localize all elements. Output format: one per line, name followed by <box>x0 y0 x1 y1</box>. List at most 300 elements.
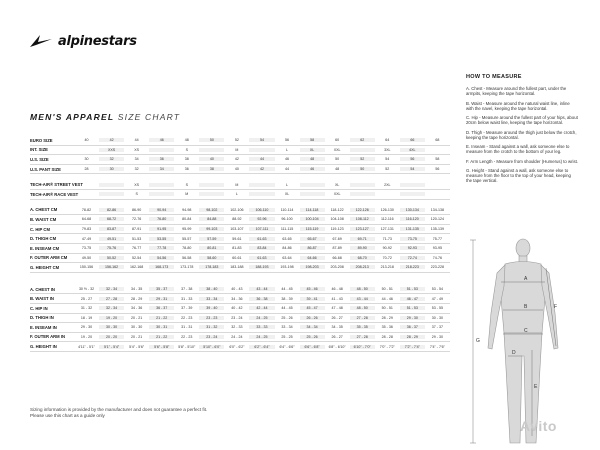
table-cell: S <box>185 147 188 152</box>
table-cell: 52 <box>234 138 239 143</box>
table-row <box>30 285 450 295</box>
table-cell: 87-91 <box>132 227 142 232</box>
table-cell: 7'2" - 7'4" <box>400 345 425 349</box>
row-label: C. HIP IN <box>30 305 48 311</box>
table-cell: 18 - 19 <box>80 315 93 320</box>
table-cell: 28 - 29 <box>381 315 393 320</box>
table-cell: 33 - 34 <box>199 297 224 301</box>
table-cell: 51 - 53 <box>400 287 425 291</box>
table-cell: 55-57 <box>182 236 192 241</box>
table-cell <box>74 148 99 152</box>
table-cell: 116-120 <box>400 217 425 221</box>
table-cell: 40 - 42 <box>231 306 243 311</box>
table-cell: 84-86 <box>282 246 292 251</box>
table-cell: 34 - 36 <box>131 306 143 311</box>
table-cell: 58 <box>300 138 325 142</box>
table-cell: 130-134 <box>400 208 425 212</box>
row-label: F. OUTER ARM CM <box>30 255 68 261</box>
row-label: D. THIGH CM <box>30 236 57 242</box>
table-cell: 193-198 <box>280 265 294 270</box>
table-row <box>30 254 450 264</box>
table-cell: 83-87 <box>99 227 124 231</box>
table-cell: 53 - 55 <box>431 306 443 311</box>
row-label: A. CHEST IN <box>30 286 55 292</box>
table-cell: 54 <box>249 138 274 142</box>
table-cell: 22 - 23 <box>181 315 193 320</box>
table-cell: 30 <box>84 157 89 162</box>
table-cell: 93-95 <box>432 246 442 251</box>
table-cell: 156-162 <box>99 265 124 269</box>
measure-item-inseam: E. Inseam - Stand against a wall, ask someone else to measure from the crotch to the bottom of your leg. <box>466 144 570 154</box>
table-cell: 68 <box>435 138 440 143</box>
table-cell: 96-100 <box>281 217 293 222</box>
watermark: Avito <box>520 418 557 434</box>
table-cell: 42 <box>249 167 274 171</box>
table-cell: 68-70 <box>350 256 375 260</box>
table-cell: 50 <box>335 157 340 162</box>
table-cell: 44 <box>249 157 274 161</box>
table-cell: 73-75 <box>81 246 92 251</box>
table-cell: 23 - 24 <box>231 315 243 320</box>
brand-logo <box>28 33 137 49</box>
table-cell <box>99 192 124 196</box>
table-cell: 58-60 <box>199 256 224 260</box>
row-label: E. INSEAM CM <box>30 245 60 251</box>
table-cell: XS <box>134 147 140 152</box>
figure-label-e: E <box>534 384 538 390</box>
table-cell: 75-76 <box>99 246 124 250</box>
table-cell: 47-49 <box>81 236 92 241</box>
measure-item-chest: A. Chest - Measure around the fullest part, under the armpits, keeping the tape horizontal. <box>466 86 567 96</box>
table-cell: 92-96 <box>249 217 274 221</box>
table-cell: 50 <box>350 167 375 171</box>
table-cell: 25 - 25 <box>281 334 293 339</box>
table-cell: 30 - 31 <box>149 325 174 329</box>
table-cell: 19 - 20 <box>99 316 124 320</box>
table-cell: 6'6" - 6'8" <box>300 345 325 349</box>
table-cell: 35 - 35 <box>350 325 375 329</box>
table-cell: 29 - 30 <box>80 325 93 330</box>
table-cell: XL <box>334 182 340 187</box>
table-cell: 98-102 <box>199 208 224 212</box>
table-cell: 48 <box>300 157 325 161</box>
table-row <box>30 234 450 244</box>
table-cell: 90-94 <box>149 208 174 212</box>
table-cell: 183-188 <box>230 265 244 270</box>
table-cell: 30 <box>99 167 124 171</box>
figure-label-d: D <box>512 350 516 356</box>
table-cell: 95-99 <box>182 227 192 232</box>
table-cell: 120-124 <box>430 217 444 222</box>
table-cell: 23 - 23 <box>199 316 224 320</box>
table-cell: 42 <box>99 138 124 142</box>
table-cell: 4XL <box>400 148 425 152</box>
table-cell: 77-78 <box>149 246 174 250</box>
table-cell: 122-126 <box>350 208 375 212</box>
table-cell: 32 <box>99 157 124 161</box>
table-cell: 47 - 48 <box>331 306 343 311</box>
table-cell: 45 - 47 <box>300 306 325 310</box>
table-cell: 64 <box>385 138 390 143</box>
table-cell: 44 <box>285 167 290 172</box>
table-cell: 31 - 31 <box>181 325 193 330</box>
table-cell: 111-115 <box>280 227 294 232</box>
table-cell: M <box>235 147 239 152</box>
table-cell: 76-77 <box>132 246 142 251</box>
table-cell: 34 <box>134 157 139 162</box>
table-cell: 37 - 38 <box>181 287 193 292</box>
table-cell: 56 <box>435 167 440 172</box>
table-cell: 94-98 <box>182 207 192 212</box>
table-cell: 126-130 <box>380 207 394 212</box>
table-cell: 38 - 40 <box>199 287 224 291</box>
page-title <box>30 112 180 122</box>
table-row <box>30 314 450 324</box>
table-cell: 46 <box>300 167 325 171</box>
table-cell: 223-228 <box>430 265 444 270</box>
table-cell: 29 - 30 <box>400 316 425 320</box>
table-cell: 119-123 <box>330 227 344 232</box>
table-cell <box>149 148 174 152</box>
table-row <box>30 342 450 352</box>
row-label: EURO SIZE <box>30 137 53 143</box>
table-cell: 63-64 <box>282 255 292 260</box>
table-cell: 69-71 <box>350 237 375 241</box>
how-to-measure-panel <box>466 74 578 188</box>
table-cell: 34 - 35 <box>131 287 143 292</box>
table-cell: 51-53 <box>132 236 142 241</box>
table-row <box>30 146 450 156</box>
table-cell <box>300 183 325 187</box>
row-label: TECH-AIR® STREET VEST <box>30 182 83 188</box>
table-cell: 66-68 <box>332 255 342 260</box>
row-label: E. INSEAM IN <box>30 324 57 330</box>
table-cell: 50-52 <box>99 256 124 260</box>
table-cell: 24 - 25 <box>249 335 274 339</box>
table-cell: 58 <box>435 157 440 162</box>
table-cell: 50 - 51 <box>381 287 393 292</box>
table-cell: 20 - 21 <box>131 315 143 320</box>
table-cell: 30 - 30 <box>99 325 124 329</box>
table-cell <box>249 192 274 196</box>
row-label: TECH-AIR® RACE VEST <box>30 191 79 197</box>
table-cell: 56-58 <box>182 255 192 260</box>
table-cell: 112-116 <box>380 217 394 222</box>
table-cell: 110-114 <box>280 207 294 212</box>
table-cell <box>425 183 450 187</box>
table-cell <box>350 183 375 187</box>
table-cell: 44 - 45 <box>281 306 293 311</box>
table-cell: 86-87 <box>300 246 325 250</box>
table-cell: 36 - 37 <box>149 306 174 310</box>
table-cell: 40 - 43 <box>231 287 243 292</box>
table-cell: 83-84 <box>249 246 274 250</box>
disclaimer <box>30 407 207 419</box>
disclaimer-line-1: Sizing information is provided by the manufacturer and does not guarantee a perfect fit. <box>30 407 208 412</box>
table-cell: 47 - 49 <box>431 296 443 301</box>
table-cell: 37 - 37 <box>431 325 443 330</box>
alpinestars-star-icon <box>28 33 54 49</box>
measure-item-hip: C. Hip - Measure around the fullest part of your hips, about 20cm below waist line, keeping the tape horizontal. <box>466 115 578 125</box>
row-label: G. HEIGHT IN <box>30 344 57 350</box>
table-cell: 123-127 <box>350 227 375 231</box>
table-row <box>30 215 450 225</box>
table-cell: 82-86 <box>99 208 124 212</box>
table-cell: 61-63 <box>249 237 274 241</box>
table-cell: 32 - 34 <box>99 306 124 310</box>
table-cell: 62 <box>350 138 375 142</box>
table-cell: S <box>135 192 138 197</box>
table-cell: 64-68 <box>81 217 92 222</box>
table-cell <box>300 192 325 196</box>
table-cell: XXL <box>333 192 341 197</box>
table-cell: 114-118 <box>300 208 325 212</box>
table-cell: 43 - 44 <box>350 297 375 301</box>
table-cell: 60-61 <box>232 255 242 260</box>
table-row <box>30 244 450 254</box>
table-cell: 35 - 36 <box>381 325 393 330</box>
table-cell: 134-138 <box>430 207 444 212</box>
table-cell: 49-51 <box>99 237 124 241</box>
table-cell: 31 - 32 <box>80 306 93 311</box>
table-cell: 41 - 43 <box>331 296 343 301</box>
table-cell: 24 - 25 <box>249 316 274 320</box>
table-cell: 54 <box>385 157 390 162</box>
table-cell: L <box>286 182 289 187</box>
table-row <box>30 136 450 146</box>
table-cell: 90-92 <box>382 246 392 251</box>
table-cell: 127-131 <box>380 227 394 232</box>
table-cell: 25 - 27 <box>80 296 93 301</box>
table-cell: 188-193 <box>249 265 274 269</box>
table-cell: 107-111 <box>249 227 274 231</box>
table-cell: 63-65 <box>282 236 292 241</box>
table-cell: 34 <box>149 167 174 171</box>
measure-item-thigh: D. Thigh - Measure around the thigh just below the crotch, keeping the tape horizontal. <box>466 129 577 140</box>
table-cell: 106-110 <box>249 208 274 212</box>
table-cell: 25 - 26 <box>300 335 325 339</box>
table-row <box>30 190 450 200</box>
measure-item-arm: F. Arm Length - Measure from shoulder (Humerus) to wrist. <box>466 158 578 164</box>
figure-label-g: G <box>476 338 480 344</box>
table-cell: 38 - 39 <box>281 296 293 301</box>
table-row <box>30 165 450 175</box>
table-cell: 72-76 <box>132 217 142 222</box>
title-light: SIZE CHART <box>117 112 181 122</box>
table-cell: 48 <box>184 138 189 143</box>
table-cell: 27 - 28 <box>99 297 124 301</box>
table-cell <box>99 183 124 187</box>
table-row <box>30 294 450 304</box>
table-cell: 84-88 <box>199 217 224 221</box>
table-cell: 218-223 <box>400 265 425 269</box>
table-cell: XXS <box>99 148 124 152</box>
table-cell: 51 - 53 <box>400 306 425 310</box>
table-cell: 86-90 <box>132 207 142 212</box>
table-cell: 80-84 <box>182 217 192 222</box>
table-cell: 54-56 <box>149 256 174 260</box>
table-cell: 23 - 24 <box>199 335 224 339</box>
table-cell: 39 - 41 <box>300 297 325 301</box>
table-cell: 34 - 35 <box>331 325 343 330</box>
table-cell: 40 <box>199 157 224 161</box>
table-cell: 34 - 34 <box>300 325 325 329</box>
table-cell <box>375 192 400 196</box>
row-label: F. OUTER ARM IN <box>30 334 65 340</box>
table-cell <box>400 192 425 196</box>
table-cell: 30 - 30 <box>131 325 143 330</box>
table-cell <box>249 183 274 187</box>
table-cell: 198-203 <box>300 265 325 269</box>
table-cell: 20 - 21 <box>131 334 143 339</box>
table-cell: 26 - 26 <box>300 316 325 320</box>
table-cell: 118-122 <box>330 207 344 212</box>
table-cell <box>199 192 224 196</box>
table-row <box>30 206 450 216</box>
table-cell: 2XL <box>384 182 391 187</box>
table-cell: S <box>185 182 188 187</box>
row-label: G. HEIGHT CM <box>30 264 60 270</box>
table-row <box>30 155 450 165</box>
row-label: D. THIGH IN <box>30 315 54 321</box>
table-cell: M <box>235 182 239 187</box>
figure-label-f: F <box>554 304 558 310</box>
figure-label-b: B <box>524 304 528 310</box>
table-cell: 131-135 <box>400 227 425 231</box>
table-cell: 56 <box>400 157 425 161</box>
table-cell: 91-95 <box>149 227 174 231</box>
table-cell: 65-67 <box>300 237 325 241</box>
table-cell: 173-178 <box>180 265 194 270</box>
table-cell <box>149 183 174 187</box>
table-cell: 54 <box>400 167 425 171</box>
table-cell <box>74 192 99 196</box>
table-cell: 80-81 <box>199 246 224 250</box>
table-cell: 64-66 <box>300 256 325 260</box>
table-cell: 75-77 <box>432 236 442 241</box>
table-cell <box>199 183 224 187</box>
table-cell: 42 <box>234 157 239 162</box>
table-cell: 45 - 46 <box>300 287 325 291</box>
table-cell: 67-69 <box>332 236 342 241</box>
table-cell: 178-183 <box>199 265 224 269</box>
how-to-measure-title: HOW TO MEASURE <box>466 74 522 80</box>
brand-wordmark: alpinestars <box>58 33 137 49</box>
table-cell: 29 - 31 <box>149 297 174 301</box>
table-cell: 36 <box>149 157 174 161</box>
table-cell <box>425 148 450 152</box>
table-cell: 59-61 <box>232 236 242 241</box>
table-cell: 74-76 <box>432 255 442 260</box>
table-cell: 88-92 <box>232 217 242 222</box>
table-cell: 5'6" - 5'8" <box>149 345 174 349</box>
table-cell: 76-80 <box>149 217 174 221</box>
table-cell: 6'4" - 6'6" <box>279 344 295 349</box>
table-cell: 46 - 48 <box>331 287 343 292</box>
table-row <box>30 225 450 235</box>
table-cell: 68-72 <box>99 217 124 221</box>
table-cell: 44 <box>134 138 139 143</box>
table-cell: 50 <box>199 138 224 142</box>
table-cell: 3XL <box>384 147 391 152</box>
table-cell: 34 - 36 <box>231 296 243 301</box>
table-cell: 5'1" - 5'4" <box>99 345 124 349</box>
table-cell: 213-218 <box>380 265 394 270</box>
table-cell: 46 <box>285 157 290 162</box>
table-cell <box>400 183 425 187</box>
table-cell: 42 - 44 <box>249 306 274 310</box>
table-cell <box>350 148 375 152</box>
table-cell: 33 - 33 <box>249 325 274 329</box>
disclaimer-line-2: Please use this chart as a guide only <box>30 413 105 418</box>
table-row <box>30 304 450 314</box>
table-cell: 87-89 <box>332 246 342 251</box>
table-cell: 48 <box>335 167 340 172</box>
table-cell: 4'11" - 5'1" <box>78 344 95 349</box>
table-cell <box>149 192 174 196</box>
table-cell: 162-168 <box>130 265 144 270</box>
table-cell: 36 - 38 <box>249 297 274 301</box>
table-cell: 35 - 37 <box>149 287 174 291</box>
table-cell <box>74 183 99 187</box>
title-bold: MEN'S APPAREL <box>30 112 115 122</box>
table-cell: 31 - 32 <box>199 325 224 329</box>
table-cell: 30 ½ - 32 <box>78 287 95 292</box>
measure-item-waist: B. Waist - Measure around the natural waist line, inline with the navel, keeping the tape horizontal. <box>466 100 570 111</box>
table-cell: 208-213 <box>350 265 375 269</box>
table-cell: 6'2" - 6'4" <box>249 345 274 349</box>
table-cell: 73-75 <box>400 237 425 241</box>
table-cell: 27 - 28 <box>350 316 375 320</box>
table-cell: 39 - 40 <box>199 306 224 310</box>
figure-label-a: A <box>524 276 528 282</box>
table-row <box>30 323 450 333</box>
table-cell: 28 - 29 <box>400 335 425 339</box>
table-cell: 92-93 <box>400 246 425 250</box>
table-cell <box>350 192 375 196</box>
table-cell: 36 - 37 <box>400 325 425 329</box>
table-cell: 44 - 46 <box>381 296 393 301</box>
table-cell: 66 <box>400 138 425 142</box>
table-cell: 38 <box>199 167 224 171</box>
table-cell: XL <box>284 192 290 197</box>
table-cell <box>425 192 450 196</box>
table-cell: 102-106 <box>230 207 244 212</box>
table-cell: 27 - 28 <box>350 335 375 339</box>
row-label: INT. SIZE <box>30 147 48 153</box>
table-cell: 46 <box>149 138 174 142</box>
table-cell: 46 - 47 <box>400 297 425 301</box>
table-cell: 60 <box>335 138 340 143</box>
row-label: C. HIP CM <box>30 226 50 232</box>
table-cell: 56 <box>285 138 290 143</box>
table-cell: 53-55 <box>149 237 174 241</box>
table-cell: 71-73 <box>382 236 392 241</box>
table-cell: 6'8" - 6'10" <box>328 344 346 349</box>
table-cell: 135-139 <box>430 227 444 232</box>
table-cell: 26 - 27 <box>331 315 343 320</box>
table-cell: 49-50 <box>81 255 92 260</box>
table-cell: 5'8" - 5'10" <box>178 344 196 349</box>
measure-item-height: G. Height - Stand against a wall, ask someone else to measure from the floor to the top of your head, keeping the tape vertical. <box>466 168 571 183</box>
table-cell: 100-104 <box>300 217 325 221</box>
row-label: B. WAIST CM <box>30 216 57 222</box>
table-cell: 29 - 30 <box>431 334 443 339</box>
table-cell <box>199 148 224 152</box>
table-cell: 43 - 44 <box>249 287 274 291</box>
table-cell <box>249 148 274 152</box>
table-cell: 21 - 22 <box>149 316 174 320</box>
